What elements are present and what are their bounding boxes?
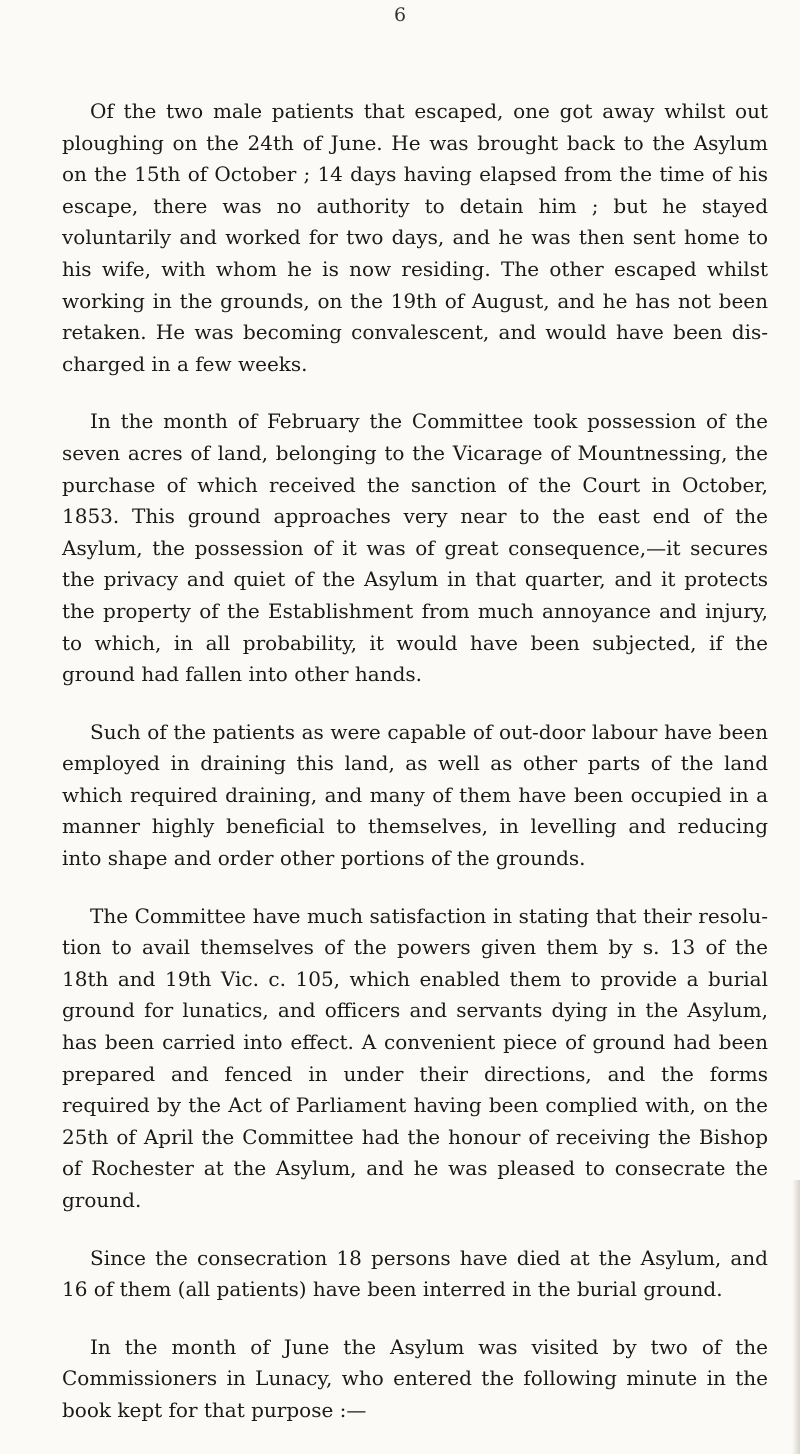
page-edge-shadow (792, 1180, 800, 1454)
paragraph-consecration-deaths: Since the consecration 18 persons have died at the Asylum, and 16 of them (all patients) have been interred in the burial ground. (62, 1245, 768, 1302)
body-text (62, 96, 768, 1453)
paragraph-escaped-patients: Of the two male patients that escaped, one got away whilst out ploughing on the 24th of June. He was brought back to the Asylum on the 15th of October ; 14 days having elapsed from the time of his escape, there was no authority to detain him ; but he stayed voluntarily and worked for two days, and he was then sent home to his wife, with whom he is now residing. The other escaped whilst working in the grounds, on the 19th of August, and he has not been retaken. He was becoming convalescent, and would have been dis-charged in a few weeks. (62, 99, 768, 376)
paragraph-draining-labour: Such of the patients as were capable of out-door labour have been employed in draining this land, as well as other parts of the land which required draining, and many of them have been occupied in a manner highly beneficial to themselves, in levelling and reducing into shape and order other portions of the grounds. (62, 719, 768, 871)
paragraph-vicarage-land: In the month of February the Committee took possession of the seven acres of land, belonging to the Vicarage of Mountnessing, the purchase of which received the sanction of the Court in October, 1853. This ground approaches very near to the east end of the Asylum, the possession of it was of great consequence,—it secures the privacy and quiet of the Asylum in that quarter, and it protects the property of the Establishment from much annoyance and injury, to which, in all probability, it would have been subjected, if the ground had fallen into other hands. (62, 409, 768, 687)
paragraph-burial-ground: The Committee have much satisfaction in stating that their resolu-tion to avail themselves of the powers given them by s. 13 of the 18th and 19th Vic. c. 105, which enabled them to provide a burial ground for lunatics, and officers and servants dying in the Asylum, has been carried into effect. A convenient piece of ground had been prepared and fenced in under their directions, and the forms required by the Act of Parliament having been complied with, on the 25th of April the Committee had the honour of receiving the Bishop of Rochester at the Asylum, and he was pleased to consecrate the ground. (62, 903, 768, 1212)
page-number: 6 (393, 4, 407, 26)
paragraph-commissioners-visit: In the month of June the Asylum was visited by two of the Commissioners in Lunacy, who entered the following minute in the book kept for that purpose :— (62, 1334, 768, 1422)
